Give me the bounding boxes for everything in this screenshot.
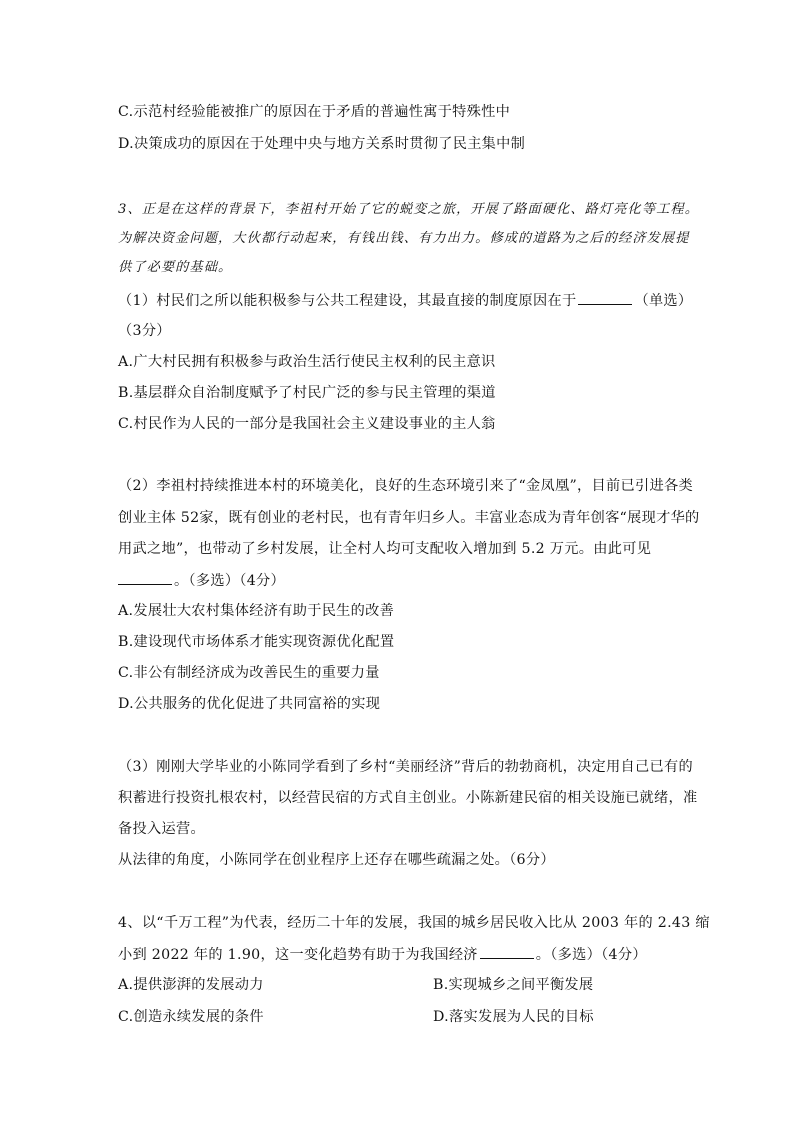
question-2-option-c: C.示范村经验能被推广的原因在于矛盾的普遍性寓于特殊性中 — [118, 104, 511, 120]
sub-2-stem-line: 创业主体 52家，既有创业的老村民，也有青年归乡人。丰富业态成为青年创客“展现才华的 — [118, 510, 700, 526]
sub-1-points: （3分） — [118, 323, 171, 339]
q4-options-row — [118, 975, 594, 995]
sub-3-stem-line: （3）刚刚大学毕业的小陈同学看到了乡村“美丽经济”背后的勃勃商机，决定用自己已有的 — [118, 759, 693, 775]
answer-blank — [480, 944, 534, 959]
option-b: B.建设现代市场体系才能实现资源优化配置 — [118, 634, 395, 650]
option-c: C.村民作为人民的一部分是我国社会主义建设事业的主人翁 — [118, 416, 496, 432]
option-d: D.落实发展为人民的目标 — [433, 1009, 594, 1025]
option-d: D.公共服务的优化促进了共同富裕的实现 — [118, 696, 381, 712]
option-b: B.实现城乡之间平衡发展 — [433, 977, 594, 993]
answer-blank — [578, 290, 632, 305]
stem-text: 。（多选）（4分） — [174, 573, 286, 589]
stem-text: 小到 2022 年的 1.90，这一变化趋势有助于为我国经济 — [118, 947, 478, 963]
stem-text: （单选） — [634, 293, 693, 309]
stem-text: 。（多选）（4分） — [535, 947, 647, 963]
material-line: 为解决资金问题，大伙都行动起来，有钱出钱、有力出力。修成的道路为之后的经济发展提 — [118, 231, 690, 246]
question-2-option-d: D.决策成功的原因在于处理中央与地方关系时贯彻了民主集中制 — [118, 136, 526, 152]
option-c: C.创造永续发展的条件 — [118, 1009, 264, 1025]
sub-1-stem — [118, 290, 692, 311]
option-a: A.广大村民拥有积极参与政治生活行使民主权利的民主意识 — [118, 354, 496, 370]
material-line: 供了必要的基础。 — [118, 260, 233, 275]
q4-options-row — [118, 1007, 594, 1027]
sub-2-stem-line: 用武之地”，也带动了乡村发展，让全村人均可支配收入增加到 5.2 万元。由此可见 — [118, 541, 652, 557]
option-a: A.提供澎湃的发展动力 — [118, 977, 264, 993]
stem-text: （1）村民们之所以能积极参与公共工程建设，其最直接的制度原因在于 — [118, 293, 577, 309]
sub-3-stem-line: 积蓄进行投资扎根农村，以经营民宿的方式自主创业。小陈新建民宿的相关设施已就绪，准 — [118, 790, 698, 806]
answer-blank — [118, 570, 172, 585]
sub-3-stem-line: 备投入运营。 — [118, 821, 205, 837]
sub-2-stem-line: （2）李祖村持续推进本村的环境美化，良好的生态环境引来了“金凤凰”，目前已引进各类 — [118, 478, 693, 494]
option-c: C.非公有制经济成为改善民生的重要力量 — [118, 665, 380, 681]
q4-stem-line: 4、以“千万工程”为代表，经历二十年的发展，我国的城乡居民收入比从 2003 年的 2.43 缩 — [118, 915, 710, 931]
material-line: 3、正是在这样的背景下，李祖村开始了它的蜕变之旅，开展了路面硬化、路灯亮化等工程。 — [118, 202, 699, 217]
option-b: B.基层群众自治制度赋予了村民广泛的参与民主管理的渠道 — [118, 385, 496, 401]
sub-3-stem-line: 从法律的角度，小陈同学在创业程序上还存在哪些疏漏之处。（6分） — [118, 852, 555, 868]
option-a: A.发展壮大农村集体经济有助于民生的改善 — [118, 603, 395, 619]
sub-2-stem-line — [118, 570, 285, 591]
q4-stem-line — [118, 944, 647, 965]
